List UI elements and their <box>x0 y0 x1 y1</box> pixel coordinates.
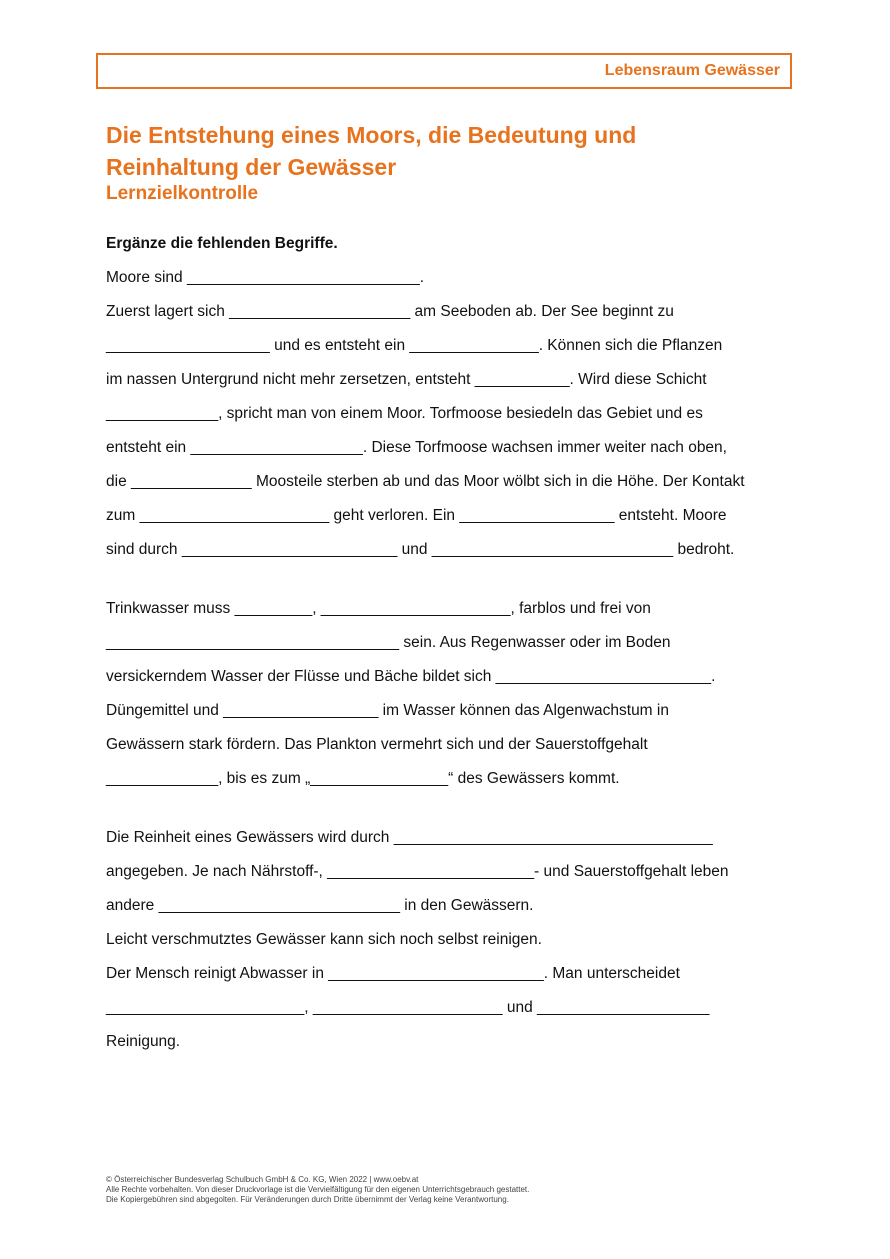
instruction: Ergänze die fehlenden Begriffe. <box>106 235 338 252</box>
section3-line: angegeben. Je nach Nährstoff-, ________________________- und Sauerstoffgehalt leben <box>106 863 729 880</box>
section3-line: Der Mensch reinigt Abwasser in _________________________. Man unterscheidet <box>106 965 680 982</box>
header-box <box>96 53 792 89</box>
section2-line: Trinkwasser muss _________, ______________________, farblos und frei von <box>106 600 651 617</box>
section1-line: Moore sind ___________________________. <box>106 269 425 286</box>
page-subtitle: Lernzielkontrolle <box>106 183 259 204</box>
section1-line: entsteht ein ____________________. Diese Torfmoose wachsen immer weiter nach oben, <box>106 439 727 456</box>
section1-line: die ______________ Moosteile sterben ab und das Moor wölbt sich in die Höhe. Der Kontakt <box>106 473 745 490</box>
section3-line: Leicht verschmutztes Gewässer kann sich noch selbst reinigen. <box>106 931 542 948</box>
section1-line: zum ______________________ geht verloren. Ein __________________ entsteht. Moore <box>106 507 727 524</box>
page-title <box>106 119 786 183</box>
section1-line: sind durch _________________________ und ____________________________ bedroht. <box>106 541 735 558</box>
section1-line: _____________, spricht man von einem Moor. Torfmoose besiedeln das Gebiet und es <box>106 405 703 422</box>
section1-line: Zuerst lagert sich _____________________ am Seeboden ab. Der See beginnt zu <box>106 303 674 320</box>
section3-line: Die Reinheit eines Gewässers wird durch _____________________________________ <box>106 829 713 846</box>
title-line-1: Die Entstehung eines Moors, die Bedeutung und <box>106 122 637 148</box>
section1-line: im nassen Untergrund nicht mehr zersetzen, entsteht ___________. Wird diese Schicht <box>106 371 707 388</box>
footer-line: Die Kopiergebühren sind abgegolten. Für Veränderungen durch Dritte übernimmt der Verlag keine Verantwortung. <box>106 1195 509 1204</box>
section3-line: Reinigung. <box>106 1033 181 1050</box>
section2-line: __________________________________ sein. Aus Regenwasser oder im Boden <box>106 634 671 651</box>
footer-line: Alle Rechte vorbehalten. Von dieser Druckvorlage ist die Vervielfältigung für den eigenen Unterrichtsgebrauch gestattet. <box>106 1185 530 1194</box>
title-line-2: Reinhaltung der Gewässer <box>106 154 397 180</box>
footer <box>106 1175 529 1205</box>
section2-line: Düngemittel und __________________ im Wasser können das Algenwachstum in <box>106 702 669 719</box>
section2-line: _____________, bis es zum „________________“ des Gewässers kommt. <box>106 770 620 787</box>
section3-line: _______________________, ______________________ und ____________________ <box>106 999 710 1016</box>
section2-line: Gewässern stark fördern. Das Plankton vermehrt sich und der Sauerstoffgehalt <box>106 736 648 753</box>
section2-line: versickerndem Wasser der Flüsse und Bäche bildet sich _________________________. <box>106 668 716 685</box>
footer-line: © Österreichischer Bundesverlag Schulbuch GmbH & Co. KG, Wien 2022 | www.oebv.at <box>106 1175 419 1184</box>
header-label: Lebensraum Gewässer <box>604 62 780 79</box>
section1-line: ___________________ und es entsteht ein _______________. Können sich die Pflanzen <box>106 337 723 354</box>
section3-line: andere ____________________________ in den Gewässern. <box>106 897 534 914</box>
